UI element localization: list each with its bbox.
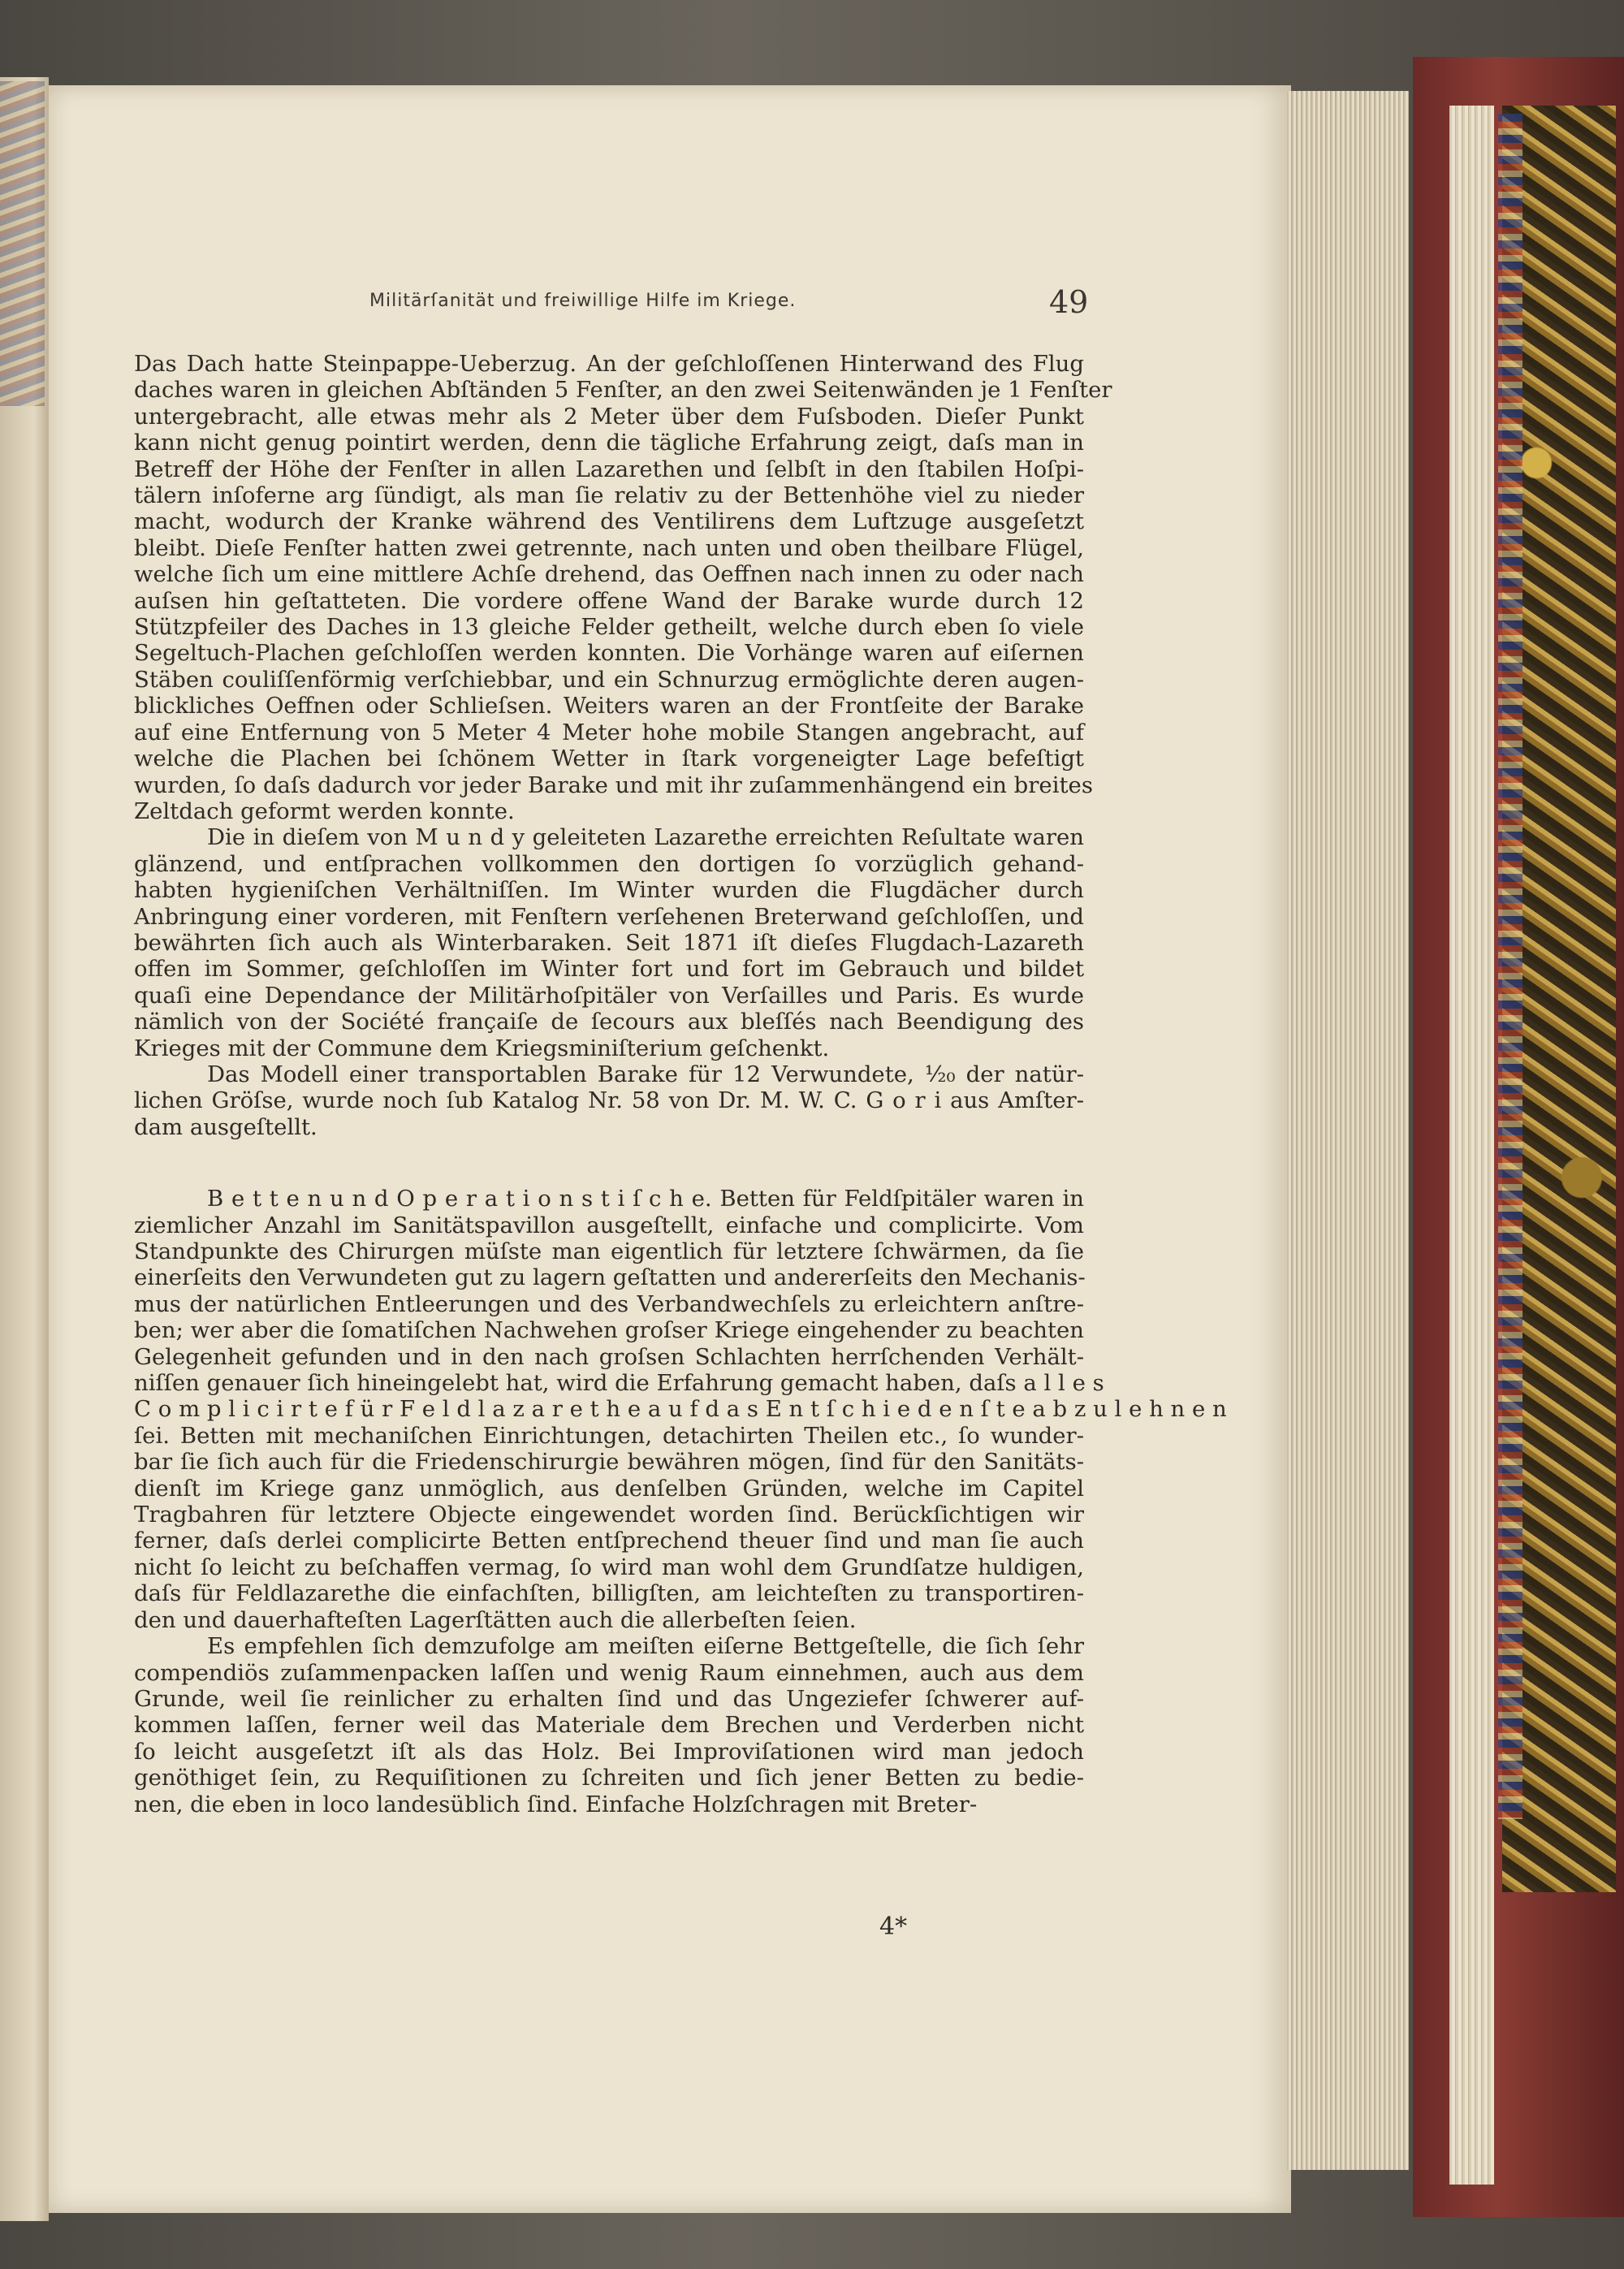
text-line: ſo leicht ausgeſetzt iſt als das Holz. Bei Improviſationen wird man jedoch — [134, 1738, 1084, 1765]
text-line: ben; wer aber die ſomatiſchen Nachwehen groſser Kriege eingehender zu beachten — [134, 1317, 1084, 1344]
text-line: bewährten ſich auch als Winterbaraken. Seit 1871 iſt dieſes Flugdach-Lazareth — [134, 929, 1084, 956]
text-line: daches waren in gleichen Abſtänden 5 Fenſter, an den zwei Seitenwänden je 1 Fenſter — [134, 377, 1112, 404]
text-line: auf eine Entfernung von 5 Meter 4 Meter hohe mobile Stangen angebracht, auf — [134, 719, 1084, 746]
text-line: Grunde, weil ſie reinlicher zu erhalten ſind und das Ungeziefer ſchwerer auf- — [134, 1685, 1084, 1712]
text-line: compendiös zuſammenpacken laſſen und wenig Raum einnehmen, auch aus dem — [134, 1659, 1084, 1686]
left-cover-strip — [0, 81, 45, 406]
text-line: einerſeits den Verwundeten gut zu lagern geſtatten und andererſeits den Mechanis- — [134, 1264, 1086, 1291]
text-line: quaſi eine Dependance der Militärhoſpitäler von Verſailles und Paris. Es wurde — [134, 982, 1084, 1009]
text-line: ſei. Betten mit mechaniſchen Einrichtungen, detachirten Theilen etc., ſo wunder- — [134, 1422, 1084, 1449]
text-line: bar ſie ſich auch für die Friedenschirurgie bewähren mögen, ſind für den Sanitäts- — [134, 1449, 1084, 1476]
text-line: kann nicht genug pointirt werden, denn die tägliche Erfahrung zeigt, daſs man in — [134, 430, 1084, 456]
marbled-endpaper-edge — [1498, 114, 1522, 1819]
text-line: auſsen hin geſtatteten. Die vordere offene Wand der Barake wurde durch 12 — [134, 587, 1084, 614]
text-line: blickliches Oeffnen oder Schlieſsen. Weiters waren an der Frontſeite der Barake — [134, 693, 1084, 720]
text-line: offen im Sommer, geſchloſſen im Winter fort und fort im Gebrauch und bildet — [134, 956, 1084, 983]
text-line: Stäben couliſſenförmig verſchiebbar, und ein Schnurzug ermöglichte deren augen- — [134, 666, 1084, 693]
text-line: macht, wodurch der Kranke während des Ventilirens dem Luftzuge ausgeſetzt — [134, 508, 1084, 535]
text-line: C o m p l i c i r t e f ü r F e l d l a z a r e t h e a u f d a s E n t ſ c h i e d e n ſ t e a b z u l e h n e n — [134, 1396, 1227, 1423]
text-line: nen, die eben in loco landesüblich ſind. Einfache Holzſchragen mit Breter- — [134, 1791, 978, 1817]
paragraph — [134, 1186, 1227, 1633]
text-line: Gelegenheit gefunden und in den nach groſsen Schlachten herrſchenden Verhält- — [134, 1343, 1084, 1370]
text-line: Krieges mit der Commune dem Kriegsminiſterium geſchenkt. — [134, 1035, 830, 1061]
text-line: Die in dieſem von M u n d y geleiteten Lazarethe erreichten Reſultate waren — [207, 824, 1084, 851]
text-line: dam ausgeſtellt. — [134, 1113, 317, 1140]
text-line: Standpunkte des Chirurgen müſste man eigentlich für letztere ſchwärmen, da ſie — [134, 1238, 1084, 1264]
text-line: B e t t e n u n d O p e r a t i o n s t i ſ c h e. Betten für Feldſpitäler waren in — [207, 1186, 1084, 1212]
page-stack-edge-outer — [1449, 106, 1494, 2185]
text-line: mus der natürlichen Entleerungen und des Verbandwechſels zu erleichtern anſtre- — [134, 1290, 1084, 1317]
page-stack-edge — [1287, 91, 1409, 2170]
section-spacer — [134, 1140, 1084, 1186]
text-line: welche die Plachen bei ſchönem Wetter in ſtark vorgeneigter Lage befeſtigt — [134, 746, 1084, 772]
text-line: dienſt im Kriege ganz unmöglich, aus denſelben Gründen, welche im Capitel — [134, 1475, 1084, 1502]
text-line: genöthiget ſein, zu Requiſitionen zu ſchreiten und ſich jener Betten zu bedie- — [134, 1765, 1084, 1791]
text-line: habten hygieniſchen Verhältniſſen. Im Winter wurden die Flugdächer durch — [134, 877, 1084, 904]
running-title: Militärſanität und freiwillige Hilfe im Kriege. — [369, 291, 797, 311]
text-line: Zeltdach geformt werden konnte. — [134, 797, 515, 824]
text-line: welche ſich um eine mittlere Achſe drehend, das Oeffnen nach innen zu oder nach — [134, 561, 1084, 588]
text-line: untergebracht, alle etwas mehr als 2 Meter über dem Fuſsboden. Dieſer Punkt — [134, 403, 1084, 430]
text-line: Das Dach hatte Steinpappe-Ueberzug. An der geſchloſſenen Hinterwand des Flug — [134, 351, 1084, 377]
text-line: Das Modell einer transportablen Barake für 12 Verwundete, ¹⁄₂₀ der natür- — [207, 1061, 1084, 1087]
text-line: bleibt. Dieſe Fenſter hatten zwei getrennte, nach unten und oben theilbare Flügel, — [134, 534, 1084, 561]
text-line: den und dauerhafteſten Lagerſtätten auch die allerbeſten ſeien. — [134, 1606, 857, 1633]
page-number: 49 — [1049, 284, 1089, 320]
text-line: Segeltuch-Plachen geſchloſſen werden konnten. Die Vorhänge waren auf eiſernen — [134, 640, 1084, 667]
paragraph — [134, 351, 1112, 824]
text-line: nicht ſo leicht zu beſchaffen vermag, ſo wird man wohl dem Grundſatze huldigen, — [134, 1554, 1084, 1580]
signature-mark: 4* — [879, 1912, 908, 1941]
paragraph — [134, 824, 1084, 1061]
text-line: glänzend, und entſprachen vollkommen den dortigen ſo vorzüglich gehand- — [134, 850, 1084, 877]
text-line: ziemlicher Anzahl im Sanitätspavillon ausgeſtellt, einfache und complicirte. Vom — [134, 1212, 1084, 1238]
text-line: tälern inſoferne arg ſündigt, als man ſie relativ zu der Bettenhöhe viel zu nieder — [134, 482, 1084, 509]
text-line: nämlich von der Société françaiſe de ſecours aux bleſſés nach Beendigung des — [134, 1009, 1084, 1035]
text-line: kommen laſſen, ferner weil das Materiale dem Brechen und Verderben nicht — [134, 1712, 1084, 1739]
text-line: Es empfehlen ſich demzufolge am meiſten eiſerne Bettgeſtelle, die ſich ſehr — [207, 1633, 1084, 1660]
text-line: niſſen genauer ſich hineingelebt hat, wird die Erfahrung gemacht haben, daſs a l l e s — [134, 1370, 1104, 1397]
text-line: ferner, daſs derlei complicirte Betten entſprechend theuer ſind und man ſie auch — [134, 1528, 1084, 1554]
text-line: lichen Gröſse, wurde noch ſub Katalog Nr. 58 von Dr. M. W. C. G o r i aus Amſter- — [134, 1087, 1084, 1114]
text-line: Betreff der Höhe der Fenſter in allen Lazarethen und ſelbſt in den ſtabilen Hoſpi- — [134, 456, 1084, 482]
text-line: daſs für Feldlazarethe die einfachſten, billigſten, am leichteſten zu transportiren- — [134, 1580, 1084, 1607]
text-line: wurden, ſo daſs dadurch vor jeder Barake und mit ihr zuſammenhängend ein breites — [134, 771, 1093, 798]
body-text — [134, 351, 1227, 1817]
text-line: Anbringung einer vorderen, mit Fenſtern verſehenen Breterwand geſchloſſen, und — [134, 903, 1084, 930]
text-line: Stützpfeiler des Daches in 13 gleiche Felder getheilt, welche durch eben ſo viele — [134, 614, 1084, 641]
paragraph — [134, 1061, 1084, 1140]
paragraph — [134, 1633, 1084, 1817]
text-line: Tragbahren für letztere Objecte eingewendet worden ſind. Berückſichtigen wir — [134, 1502, 1084, 1528]
